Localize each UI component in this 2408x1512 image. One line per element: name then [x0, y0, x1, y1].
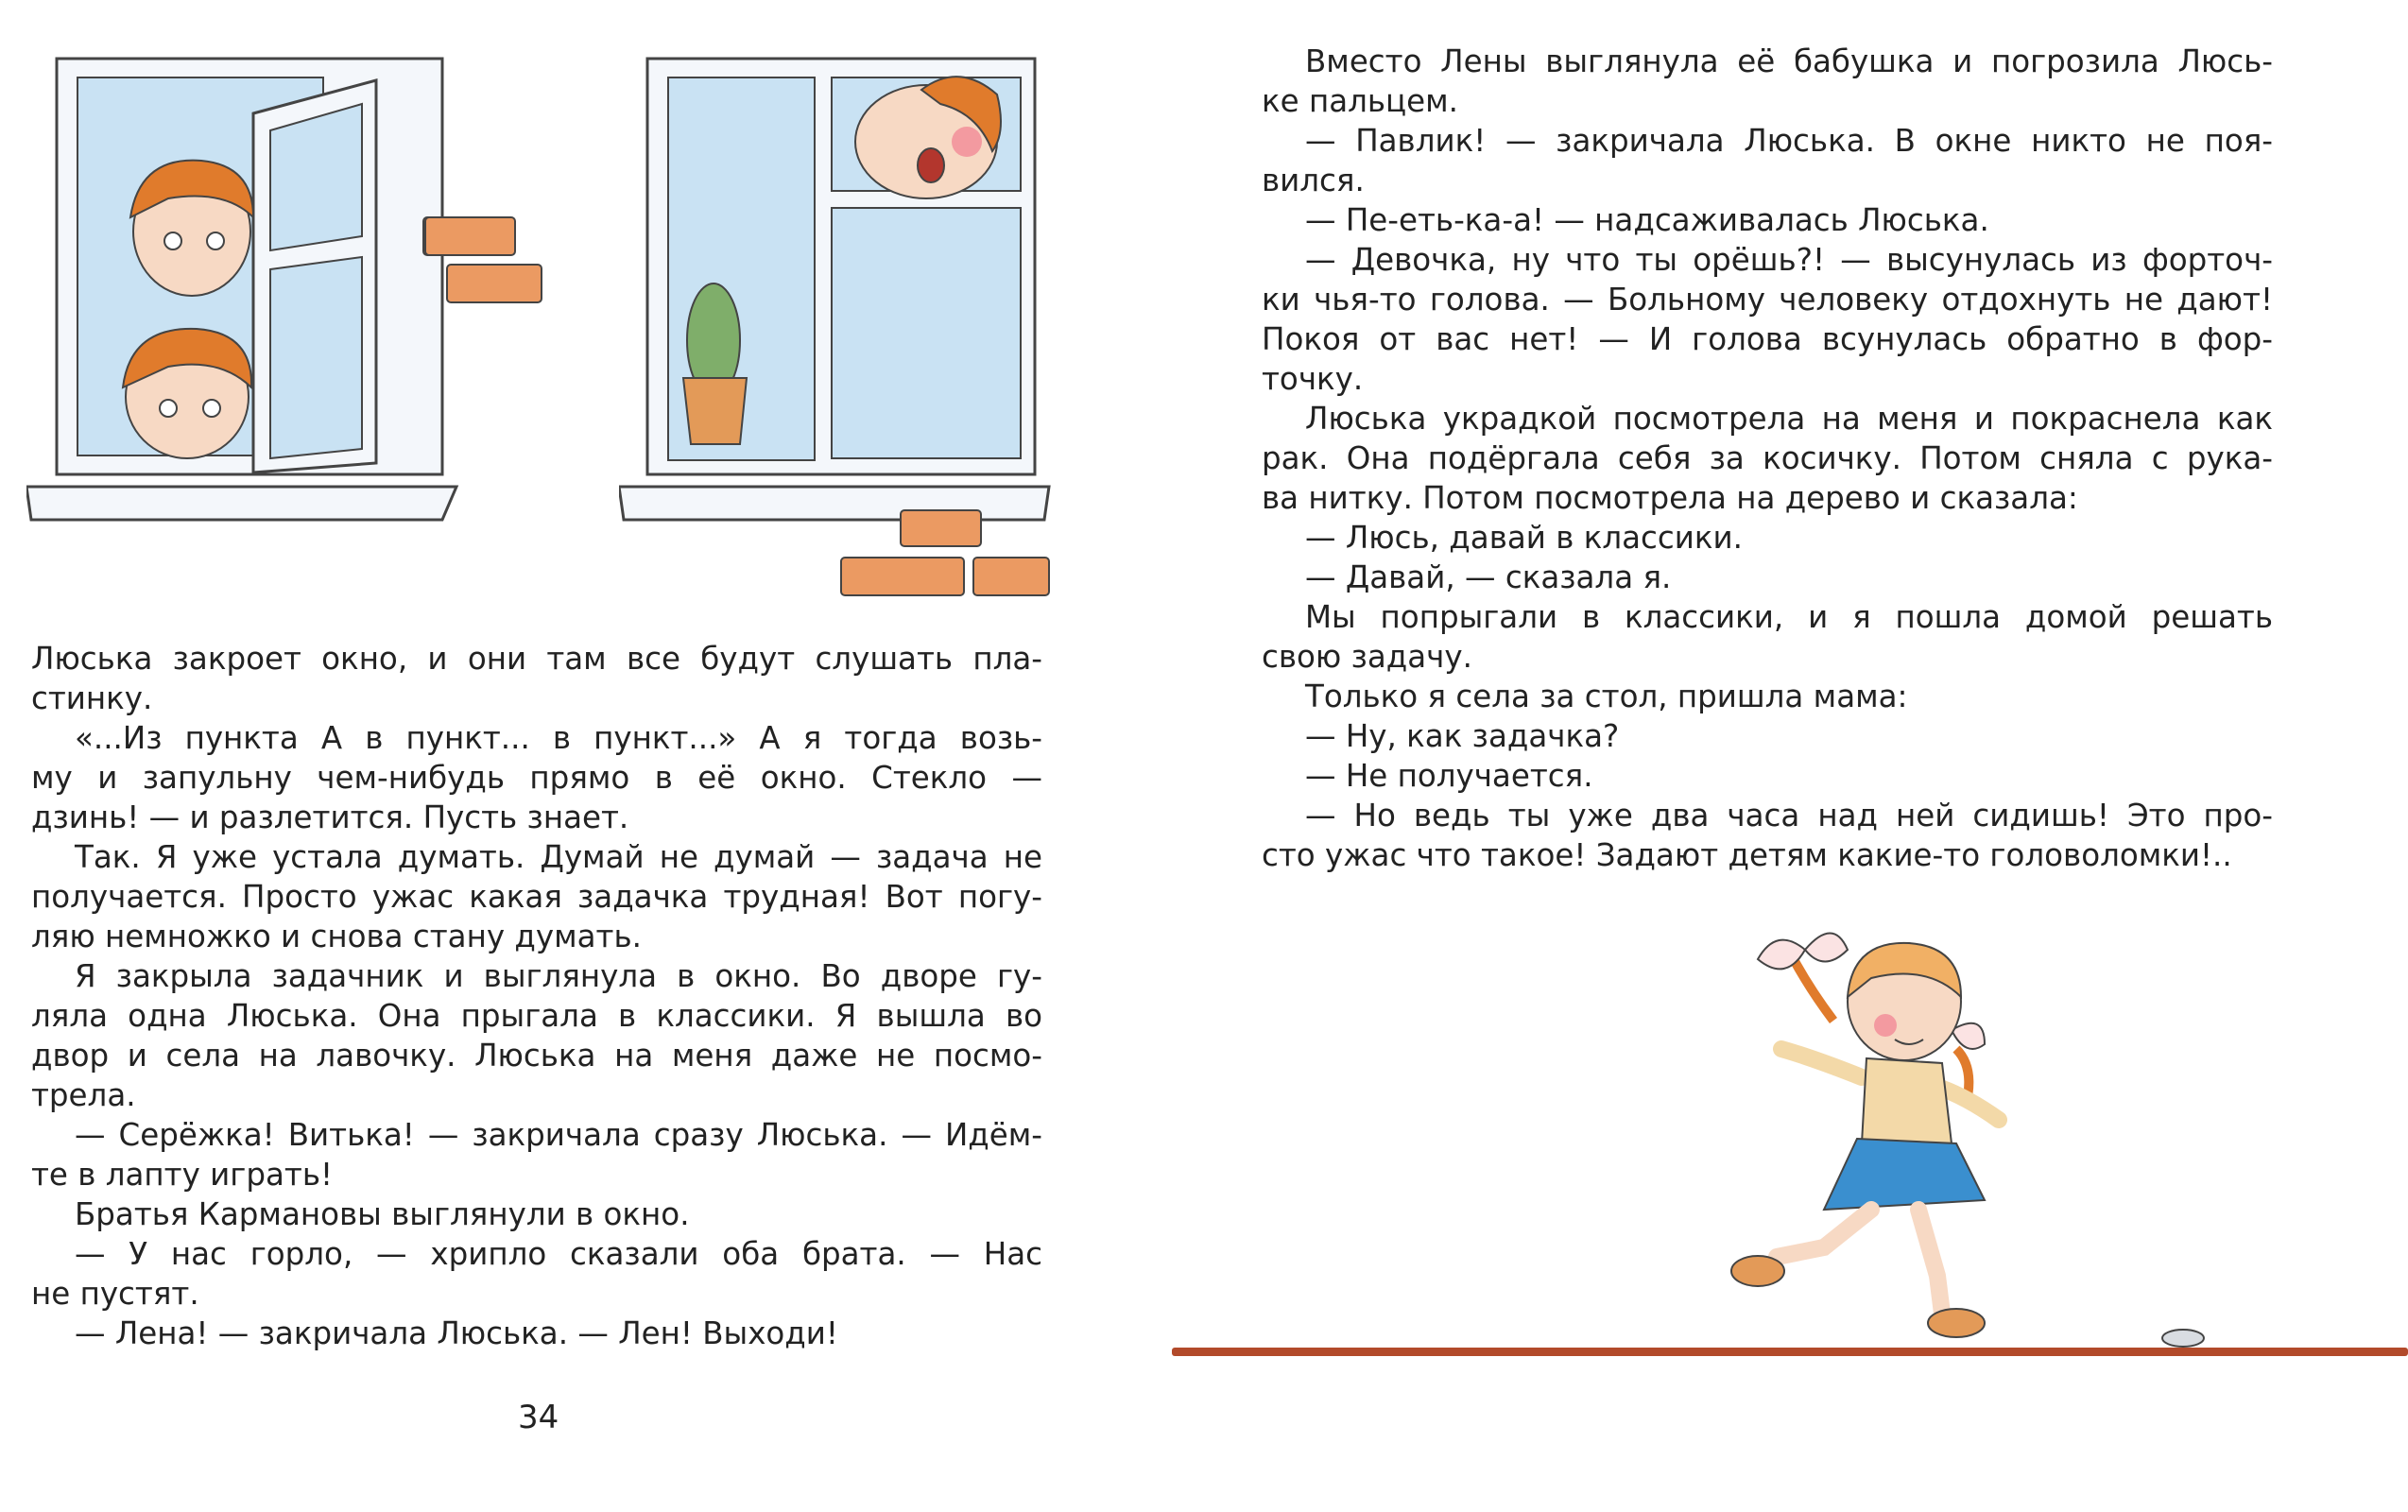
- text-line: сто ужас что такое! Задают детям какие-то головоломки!..: [1262, 837, 2232, 873]
- window-brothers-illustration: [26, 57, 471, 558]
- text-line: — Девочка, ну что ты орёшь?! — высунулась из форточ-: [1305, 242, 2273, 278]
- page-number: 34: [518, 1399, 559, 1436]
- text-line: — Лена! — закричала Люська. — Лен! Выходи!: [75, 1315, 838, 1351]
- text-line: те в лапту играть!: [31, 1157, 334, 1193]
- text-line: не пустят.: [31, 1276, 199, 1312]
- text-line: — Но ведь ты уже два часа над ней сидишь! Это про-: [1305, 798, 2273, 833]
- text-line: дзинь! — и разлетится. Пусть знает.: [31, 799, 629, 835]
- text-line: ляла одна Люська. Она прыгала в классики. Я вышла во: [31, 998, 1042, 1034]
- text-line: вился.: [1262, 163, 1365, 198]
- text-line: Я закрыла задачник и выглянула в окно. Во дворе гу-: [75, 958, 1042, 994]
- text-line: Мы попрыгали в классики, и я пошла домой решать: [1305, 599, 2273, 635]
- wall-bricks: [421, 213, 553, 307]
- text-line: стинку.: [31, 680, 153, 716]
- text-line: Только я села за стол, пришла мама:: [1305, 679, 1908, 714]
- text-line: Покоя от вас нет! — И голова всунулась обратно в фор-: [1262, 321, 2273, 357]
- text-line: получается. Просто ужас какая задачка трудная! Вот погу-: [31, 879, 1042, 915]
- text-line: — Не получается.: [1305, 758, 1593, 794]
- text-line: — Серёжка! Витька! — закричала сразу Люська. — Идём-: [75, 1117, 1042, 1153]
- text-line: двор и села на лавочку. Люська на меня даже не посмо-: [31, 1038, 1042, 1074]
- text-line: свою задачу.: [1262, 639, 1472, 675]
- hopscotch-stone: [2155, 1321, 2211, 1349]
- text-line: Так. Я уже устала думать. Думай не думай — задача не: [75, 839, 1042, 875]
- text-line: Вместо Лены выглянула её бабушка и погрозила Люсь-: [1305, 43, 2273, 79]
- text-line: рак. Она подёргала себя за косичку. Потом сняла с рука-: [1262, 440, 2273, 476]
- text-line: ке пальцем.: [1262, 83, 1459, 119]
- text-line: ляю немножко и снова стану думать.: [31, 919, 642, 954]
- text-line: Люська закроет окно, и они там все будут слушать пла-: [31, 641, 1042, 677]
- right-page-text: [1262, 42, 2273, 875]
- text-line: Братья Кармановы выглянули в окно.: [75, 1196, 690, 1232]
- text-line: точку.: [1262, 361, 1364, 397]
- window-vent-head-illustration: [619, 57, 1054, 605]
- text-line: ва нитку. Потом посмотрела на дерево и сказала:: [1262, 480, 2078, 516]
- text-line: — Павлик! — закричала Люська. В окне никто не поя-: [1305, 123, 2273, 159]
- left-page: [0, 0, 1172, 1512]
- text-line: — У нас горло, — хрипло сказали оба брата. — Нас: [75, 1236, 1042, 1272]
- text-line: — Пе-еть-ка-а! — надсаживалась Люська.: [1305, 202, 1989, 238]
- text-line: Люська украдкой посмотрела на меня и покраснела как: [1305, 401, 2273, 437]
- ground-line: [1172, 1348, 2408, 1356]
- right-page: [1172, 0, 2408, 1512]
- left-page-text: [31, 639, 1042, 1353]
- text-line: ки чья-то голова. — Больному человеку отдохнуть не дают!: [1262, 282, 2273, 318]
- text-line: «...Из пункта А в пункт... в пункт...» А я тогда возь-: [75, 720, 1042, 756]
- text-line: трела.: [31, 1077, 136, 1113]
- text-line: — Давай, — сказала я.: [1305, 559, 1672, 595]
- text-line: — Люсь, давай в классики.: [1305, 520, 1743, 556]
- running-girl-illustration: [1682, 907, 2249, 1342]
- text-line: му и запульну чем-нибудь прямо в её окно. Стекло —: [31, 760, 1042, 796]
- text-line: — Ну, как задачка?: [1305, 718, 1620, 754]
